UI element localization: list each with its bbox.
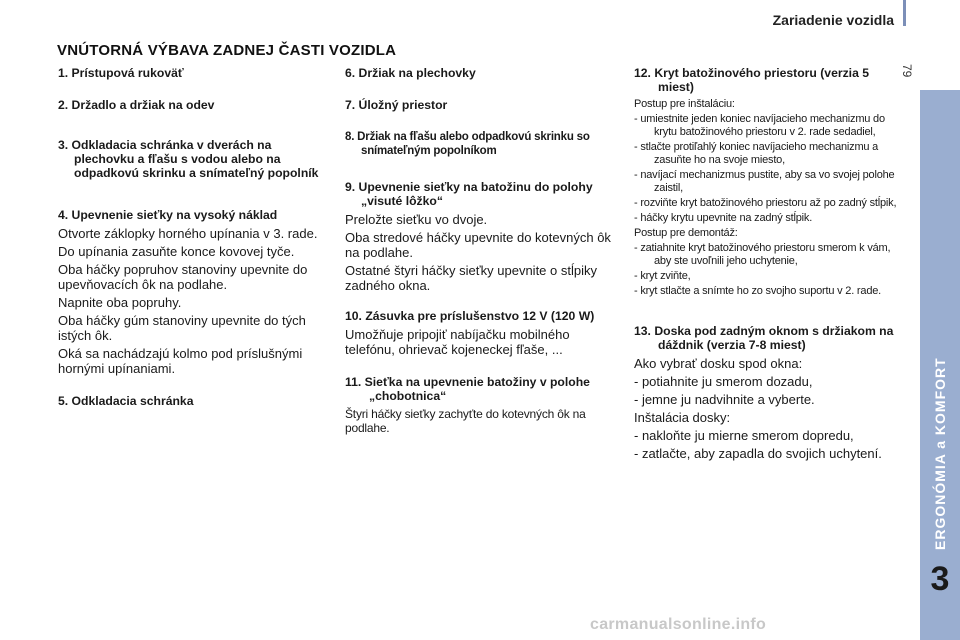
item-13-paragraph: Inštalácia dosky: [634,410,731,425]
item-11-title: 11. Sieťka na upevnenie batožiny v polohe „chobotnica“ [345,375,590,403]
item-10-paragraph: Umožňuje pripojiť nabíjačku mobilného telefónu, ohrievač kojeneckej fľaše, ... [345,327,570,357]
page-number: 79 [900,64,914,78]
item-4-paragraph: Oká sa nachádzajú kolmo pod príslušnými hornými upínaniami. [58,346,303,376]
install-step: - háčky krytu upevnite na zadný stĺpik. [634,212,813,224]
removal-step: - kryt stlačte a snímte ho zo svojho suportu v 2. rade. [634,285,882,297]
item-13-step: - jemne ju nadvihnite a vyberte. [634,392,815,407]
item-13-step: - zatlačte, aby zapadla do svojich uchytení. [634,446,882,461]
item-4-paragraph: Do upínania zasuňte konce kovovej tyče. [58,244,295,259]
item-4-paragraph: Napnite oba popruhy. [58,295,182,310]
item-13-step: - potiahnite ju smerom dozadu, [634,374,813,389]
item-4-paragraph: Oba háčky popruhov stanoviny upevnite do upevňovacích ôk na podlahe. [58,262,308,292]
header-rule [903,0,906,26]
item-13-title: 13. Doska pod zadným oknom s držiakom na dáždnik (verzia 7-8 miest) [634,324,894,352]
column-3 [634,66,904,464]
item-7-title: 7. Úložný priestor [345,98,448,112]
item-5-title: 5. Odkladacia schránka [58,394,194,408]
column-2 [345,66,617,437]
item-9-paragraph: Preložte sieťku vo dvoje. [345,212,488,227]
install-step: - rozviňte kryt batožinového priestoru až po zadný stĺpik, [634,197,897,209]
chapter-label: ERGONÓMIA a KOMFORT [932,357,948,550]
install-step: - navíjací mechanizmus pustite, aby sa vo svojej polohe zaistil, [634,169,895,194]
item-12-title: 12. Kryt batožinového priestoru (verzia 5 miest) [634,66,870,94]
item-2-title: 2. Držadlo a držiak na odev [58,98,215,112]
removal-step: - zatiahnite kryt batožinového priestoru smerom k vám, aby ste uvoľnili jeho uchytenie, [634,242,891,267]
column-1 [58,66,324,408]
item-8-title: 8. Držiak na fľašu alebo odpadkovú skrinku so snímateľným popolníkom [345,131,590,157]
watermark: carmanualsonline.info [590,616,767,633]
removal-step: - kryt zviňte, [634,270,691,282]
item-11-paragraph: Štyri háčky sieťky zachyťte do kotevných ôk na podlahe. [345,407,586,435]
install-step: - stlačte protiľahlý koniec navíjacieho mechanizmu a zasuňte ho na svoje miesto, [634,141,879,166]
item-4-paragraph: Otvorte záklopky horného upínania v 3. rade. [58,226,318,241]
item-4-paragraph: Oba háčky gúm stanoviny upevnite do tých istých ôk. [58,313,306,343]
item-9-paragraph: Oba stredové háčky upevnite do kotevných ôk na podlahe. [345,230,611,260]
item-9-paragraph: Ostatné štyri háčky sieťky upevnite o stĺpiky zadného okna. [345,263,597,293]
item-13-step: - nakloňte ju mierne smerom dopredu, [634,428,854,443]
item-6-title: 6. Držiak na plechovky [345,66,476,80]
page-title: VNÚTORNÁ VÝBAVA ZADNEJ ČASTI VOZIDLA [57,42,397,59]
item-10-title: 10. Zásuvka pre príslušenstvo 12 V (120 W) [345,309,595,323]
install-step: - umiestnite jeden koniec navíjacieho mechanizmu do krytu batožinového priestoru v 2. rade sedadiel, [634,113,885,138]
chapter-number: 3 [930,560,950,598]
item-4-title: 4. Upevnenie sieťky na vysoký náklad [58,208,278,222]
item-9-title: 9. Upevnenie sieťky na batožinu do polohy „visuté lôžko“ [345,180,593,208]
removal-heading: Postup pre demontáž: [634,227,738,239]
item-3-title: 3. Odkladacia schránka v dverách na plechovku a fľašu s vodou alebo na odpadkovú skrinku a snímateľný popolník [58,138,319,180]
install-heading: Postup pre inštaláciu: [634,98,735,110]
header-title: Zariadenie vozidla [772,12,894,28]
item-1-title: 1. Prístupová rukoväť [58,66,184,80]
item-13-paragraph: Ako vybrať dosku spod okna: [634,356,803,371]
